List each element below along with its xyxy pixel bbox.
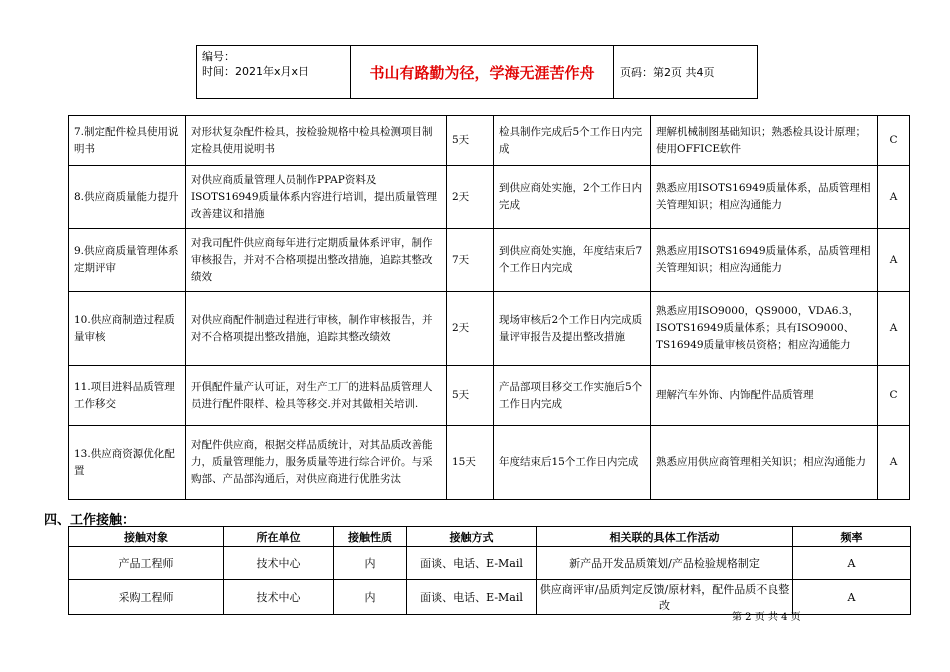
section-title: 四、工作接触： [44,513,136,528]
row-item: 10.供应商制造过程质量审核 [69,292,186,366]
row-item: 11.项目进料品质管理工作移交 [69,366,186,426]
row-time: 5天 [447,366,494,426]
header-page-label: 页码：第2页 共4页 [620,66,715,79]
contact-cell: 供应商评审/品质判定反馈/原材料，配件品质不良整改 [537,580,793,615]
contact-cell: A [793,547,911,580]
row-time: 15天 [447,426,494,500]
row-level: A [878,426,910,500]
row-content: 对我司配件供应商每年进行定期质量体系评审，制作审核报告，并对不合格项提出整改措施，追踪其整改绩效 [186,229,447,292]
row-standard: 现场审核后2个工作日内完成质量评审报告及提出整改措施 [494,292,651,366]
contact-cell: A [793,580,911,615]
row-skills: 熟悉应用供应商管理相关知识；相应沟通能力 [651,426,878,500]
contact-cell: 产品工程师 [69,547,224,580]
contact-cell: 面谈、电话、E-Mail [407,580,537,615]
header-motto: 书山有路勤为径，学海无涯苦作舟 [351,46,614,98]
time-label: 时间：2021年x月x日 [202,65,310,78]
col-header: 接触性质 [334,527,407,547]
row-time: 2天 [447,166,494,229]
col-header: 相关联的具体工作活动 [537,527,793,547]
contact-cell: 采购工程师 [69,580,224,615]
table-row [69,292,910,366]
contact-cell: 内 [334,547,407,580]
number-label: 编号： [202,50,235,63]
row-skills: 理解汽车外饰、内饰配件品质管理 [651,366,878,426]
duty-table [68,115,910,500]
row-level: A [878,229,910,292]
row-skills: 理解机械制图基础知识；熟悉检具设计原理；使用OFFICE软件 [651,116,878,166]
page-footer: 第 2 页 共 4 页 [732,612,801,623]
row-time: 7天 [447,229,494,292]
col-header: 接触方式 [407,527,537,547]
row-standard: 年度结束后15个工作日内完成 [494,426,651,500]
row-item: 7.制定配件检具使用说明书 [69,116,186,166]
contact-table [68,526,911,615]
contact-cell: 技术中心 [224,547,334,580]
row-item: 9.供应商质量管理体系定期评审 [69,229,186,292]
col-header: 所在单位 [224,527,334,547]
table-row [69,426,910,500]
table-row [69,166,910,229]
row-item: 8.供应商质量能力提升 [69,166,186,229]
table-row [69,366,910,426]
table-row [69,229,910,292]
row-level: C [878,366,910,426]
contact-cell: 技术中心 [224,580,334,615]
row-standard: 产品部项目移交工作实施后5个工作日内完成 [494,366,651,426]
row-level: A [878,166,910,229]
row-level: C [878,116,910,166]
row-skills: 熟悉应用ISOTS16949质量体系，品质管理相关管理知识；相应沟通能力 [651,229,878,292]
row-standard: 到供应商处实施，年度结束后7个工作日内完成 [494,229,651,292]
row-standard: 到供应商处实施，2个工作日内完成 [494,166,651,229]
row-content: 对供应商配件制造过程进行审核，制作审核报告，并对不合格项提出整改措施，追踪其整改绩效 [186,292,447,366]
col-header: 频率 [793,527,911,547]
row-skills: 熟悉应用ISO9000，QS9000，VDA6.3，ISOTS16949质量体系；具有ISO9000、TS16949质量审核员资格；相应沟通能力 [651,292,878,366]
contact-cell: 面谈、电话、E-Mail [407,547,537,580]
row-skills: 熟悉应用ISOTS16949质量体系，品质管理相关管理知识；相应沟通能力 [651,166,878,229]
row-item: 13.供应商资源优化配置 [69,426,186,500]
row-time: 2天 [447,292,494,366]
row-content: 对供应商质量管理人员制作PPAP资料及ISOTS16949质量体系内容进行培训，提出质量管理改善建议和措施 [186,166,447,229]
table-row [69,547,911,580]
row-content: 对形状复杂配件检具，按检验规格中检具检测项目制定检具使用说明书 [186,116,447,166]
col-header: 接触对象 [69,527,224,547]
contact-cell: 新产品开发品质策划/产品检验规格制定 [537,547,793,580]
header-meta [197,46,351,98]
contact-header-row [69,527,911,547]
row-content: 对配件供应商，根据交样品质统计，对其品质改善能力，质量管理能力，服务质量等进行综合评价。与采购部、产品部沟通后，对供应商进行优胜劣汰 [186,426,447,500]
row-content: 开俱配件量产认可证，对生产工厂的进料品质管理人员进行配件限样、检具等移交.并对其做相关培训. [186,366,447,426]
row-time: 5天 [447,116,494,166]
contact-cell: 内 [334,580,407,615]
table-row [69,116,910,166]
row-level: A [878,292,910,366]
page-header [196,45,758,99]
row-standard: 检具制作完成后5个工作日内完成 [494,116,651,166]
